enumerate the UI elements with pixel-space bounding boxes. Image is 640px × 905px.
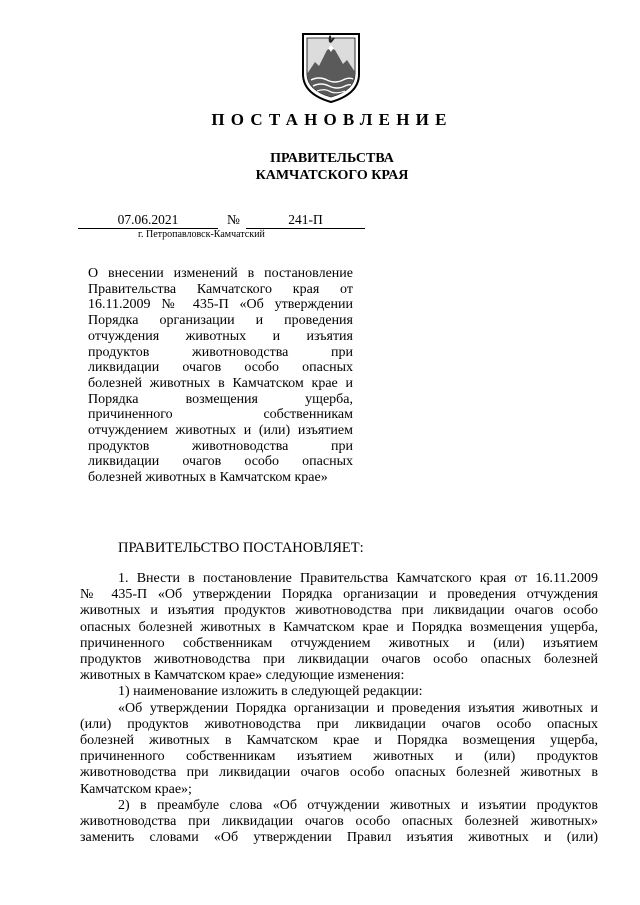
body-line: заменить словами «Об утверждении Правил изъятия животных и (или) (80, 830, 598, 846)
body-line: Камчатском крае»; (80, 781, 192, 797)
subject-line: Правительства Камчатского края от (88, 281, 353, 297)
body-line: животноводства при ликвидации очагов особо опасных болезней животных в (80, 765, 598, 781)
subject-line: ликвидации очагов особо опасных (88, 360, 353, 376)
document-title: ПОСТАНОВЛЕНИЕ (211, 110, 453, 129)
body-line: животных и изъятия продуктов животноводства при ликвидации очагов особо (80, 603, 598, 619)
body-line: продуктов животноводства при ликвидации очагов особо опасных болезней (80, 652, 598, 668)
subject-line: отчуждения животных и изъятия (88, 328, 353, 344)
body-line: причиненного собственникам отчуждением животных и (или) изъятием (80, 635, 598, 651)
document-body (80, 571, 598, 846)
subject-line: болезней животных в Камчатском крае и (88, 375, 353, 391)
document-date: 07.06.2021 (78, 212, 218, 229)
body-line: животных в Камчатском крае» следующие изменения: (80, 668, 405, 684)
issue-city: г. Петропавловск-Камчатский (138, 229, 265, 240)
subject-line: отчуждением животных и (или) изъятием (88, 423, 353, 439)
body-line: болезней животных в Камчатском крае и Порядка возмещения ущерба, (80, 733, 598, 749)
document-number: 241-П (246, 212, 365, 229)
subject-line: продуктов животноводства при (88, 438, 353, 454)
decree-statement: ПРАВИТЕЛЬСТВО ПОСТАНОВЛЯЕТ: (118, 540, 364, 556)
subject-line: причиненного собственникам (88, 407, 353, 423)
number-label: № (227, 212, 240, 227)
issuing-authority (0, 150, 640, 184)
body-line: 1) наименование изложить в следующей редакции: (118, 684, 423, 700)
authority-line-2: КАМЧАТСКОГО КРАЯ (255, 168, 409, 183)
subject-line: Порядка возмещения ущерба, (88, 391, 353, 407)
body-line: № 435-П «Об утверждении Порядка организации и проведения отчуждения (80, 587, 598, 603)
body-line: (или) продуктов животноводства при ликвидации очагов особо опасных (80, 716, 598, 732)
subject-line: Порядка организации и проведения (88, 313, 353, 329)
subject-line: болезней животных в Камчатском крае» (88, 470, 328, 486)
subject-line: О внесении изменений в постановление (88, 266, 353, 281)
subject-line: 16.11.2009 № 435-П «Об утверждении (88, 297, 353, 313)
authority-line-1: ПРАВИТЕЛЬСТВА (270, 151, 394, 166)
kamchatka-coat-of-arms-icon (299, 30, 363, 104)
body-line: «Об утверждении Порядка организации и проведения изъятия животных и (118, 700, 598, 716)
document-subject (88, 266, 353, 486)
date-number-line (78, 212, 378, 230)
body-line: опасных болезней животных в Камчатском крае и Порядка возмещения ущерба, (80, 619, 598, 635)
body-line: животноводства при ликвидации очагов особо опасных болезней животных» (80, 814, 598, 830)
subject-line: продуктов животноводства при (88, 344, 353, 360)
subject-line: ликвидации очагов особо опасных (88, 454, 353, 470)
body-line: причиненного собственникам изъятием животных и (или) продуктов (80, 749, 598, 765)
body-line: 2) в преамбуле слова «Об отчуждении животных и изъятии продуктов (118, 797, 598, 813)
body-line: 1. Внести в постановление Правительства Камчатского края от 16.11.2009 (118, 571, 598, 586)
